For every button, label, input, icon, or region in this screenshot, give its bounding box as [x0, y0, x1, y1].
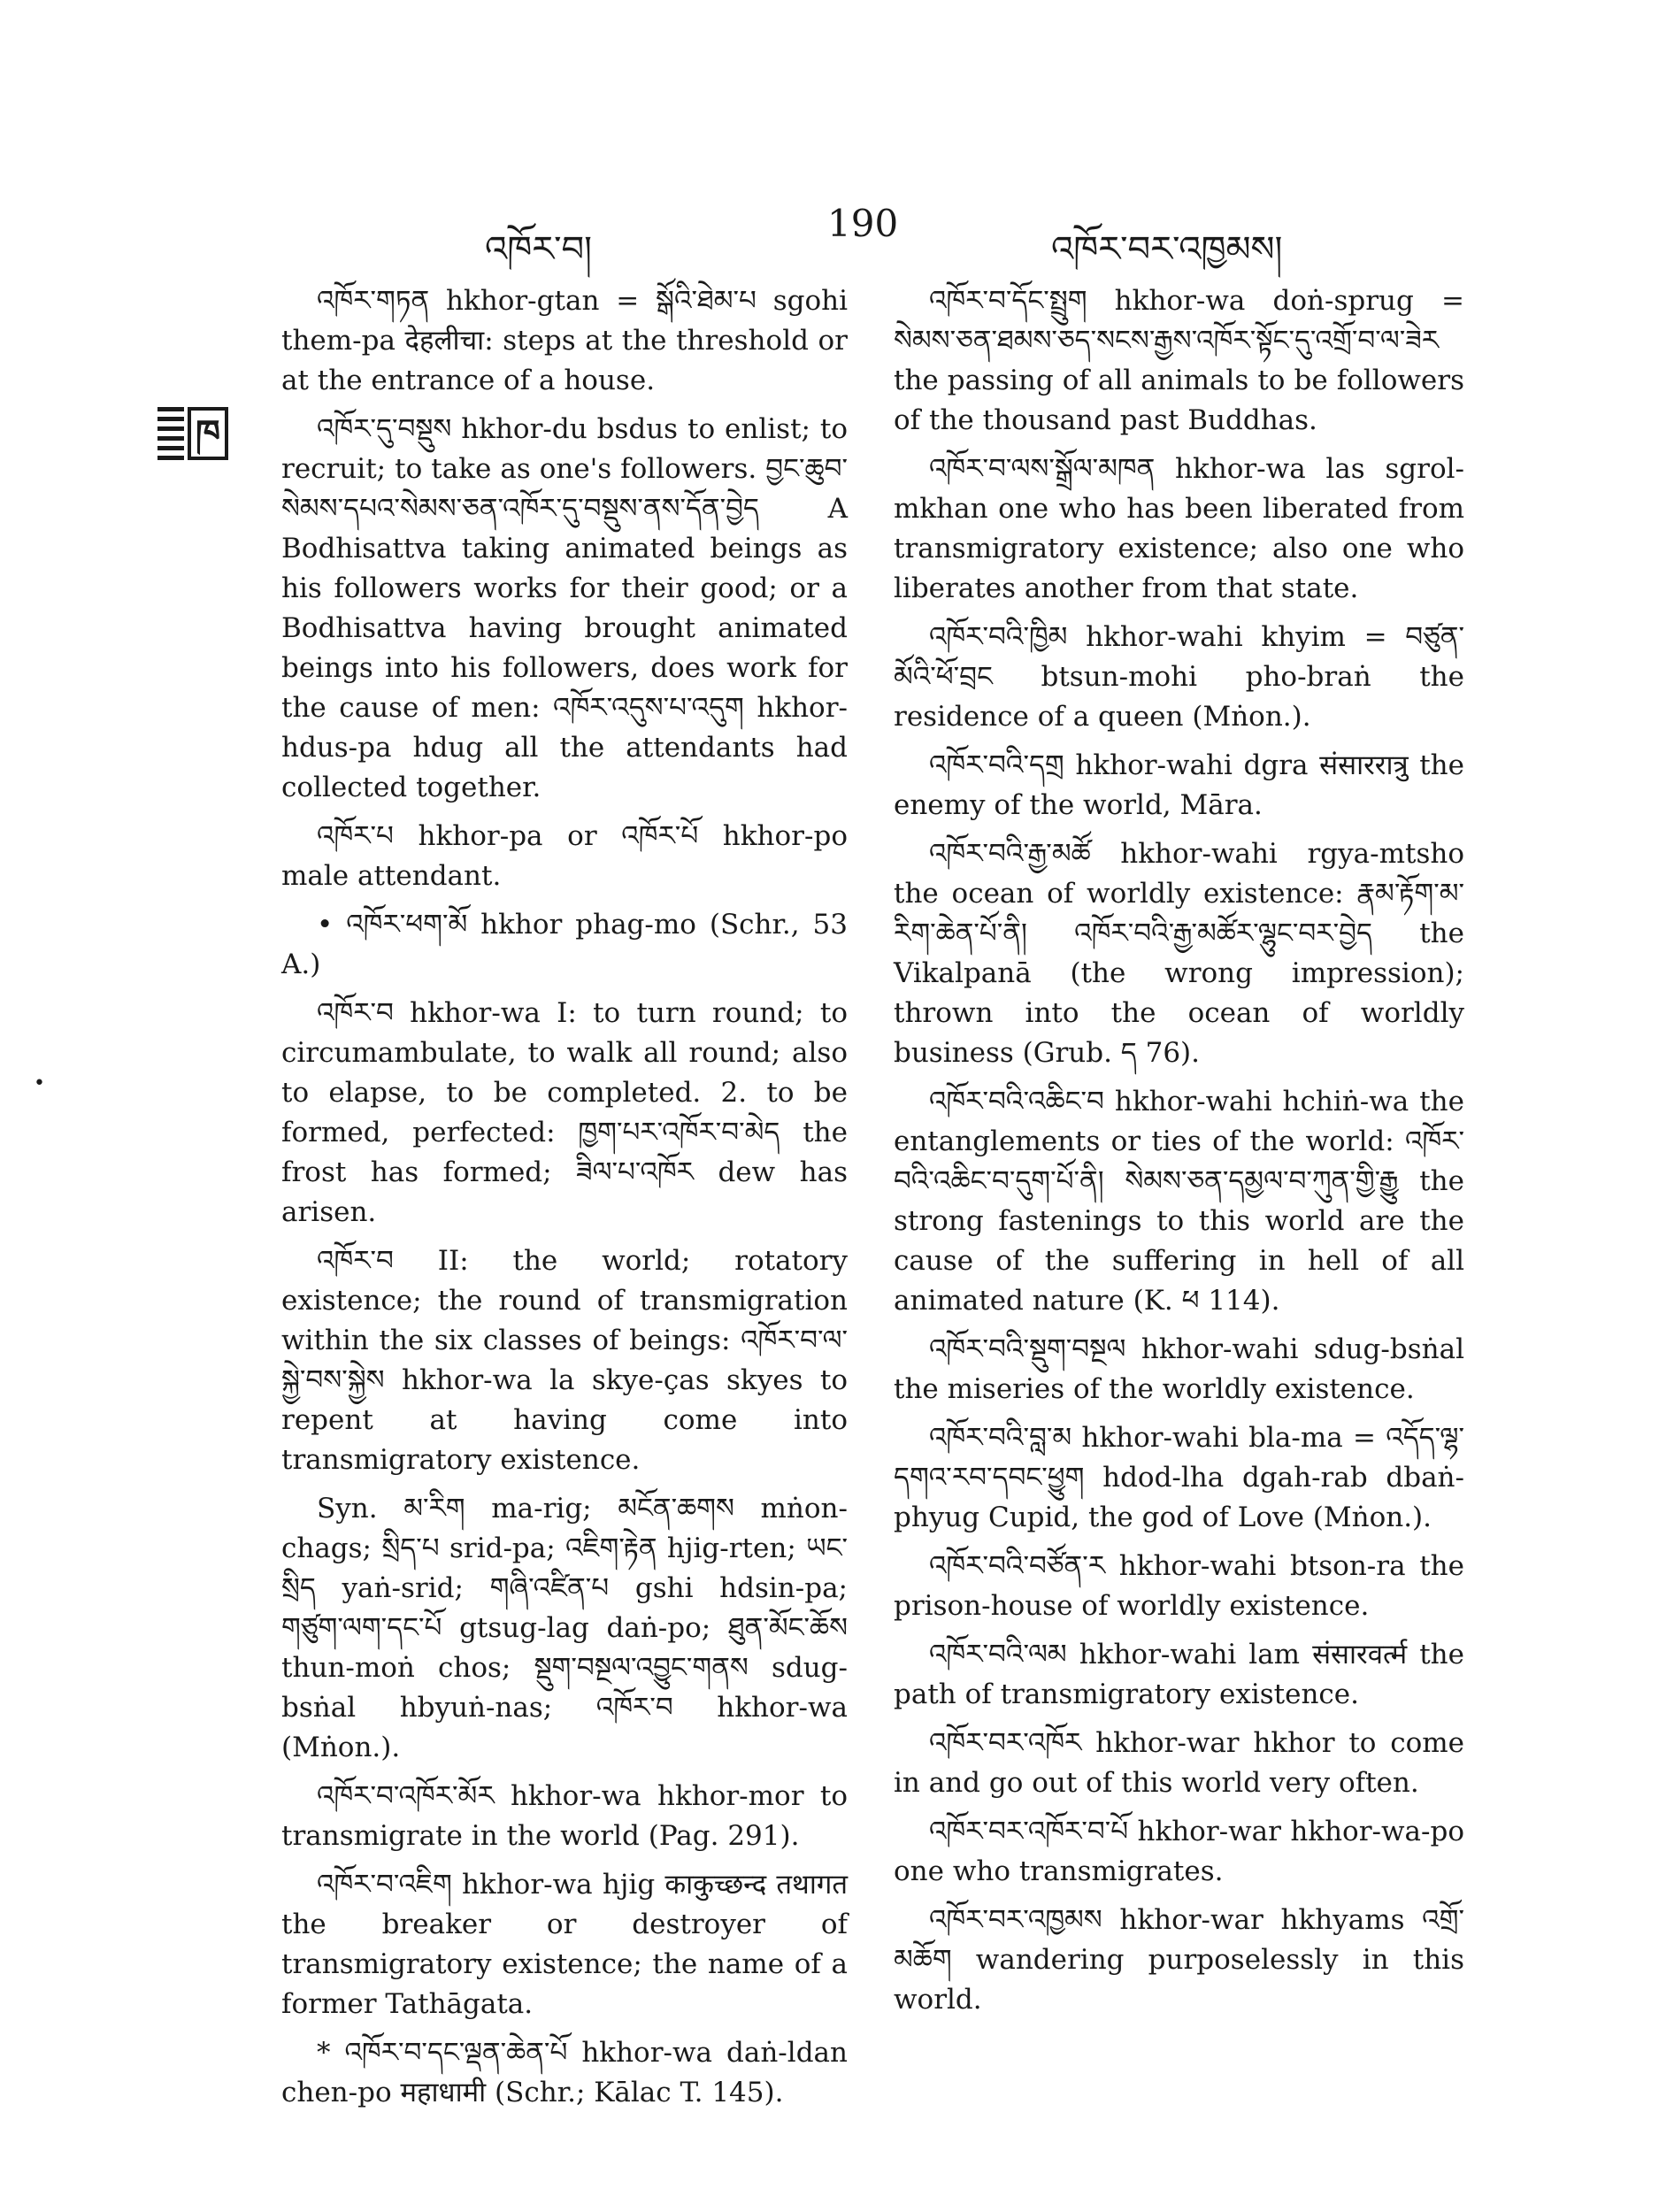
entry: འཁོར་བའི་རྒྱ་མཚོ hkhor-wahi rgya-mtsho the ocean of worldly existence: རྣམ་རྟོག་མ་རིག་ཆེན་པོ་ནི། འཁོར་བའི་རྒྱ་མཚོར་ལྷུང་བར་བྱེད the Vikalpanā (the wrong impression); thrown into the ocean of worldly business (Grub. ད 76). [894, 838, 1464, 1069]
entry: འཁོར་བར་འཁོར་བ་པོ hkhor-war hkhor-wa-po one who transmigrates. [894, 1816, 1464, 1887]
entry-headword: འཁོར་བ II: the world; rotatory existence; the round of transmigration within the six classes of beings: འཁོར་བ་ལ་སྐྱེ་བས་སྐྱེས hkhor-wa la skye-ças skyes to repent at having come into transmigratory existence. [281, 1245, 848, 1476]
entry-synonyms: Syn. མ་རིག ma-rig; མངོན་ཆགས mṅon-chags; སྲིད་པ srid-pa; འཇིག་རྟེན hjig-rten; ཡང་སྲིད yaṅ-srid; གཞི་འཛིན་པ gshi hdsin-pa; གཙུག་ལག་དང་པོ gtsug-lag daṅ-po; ཐུན་མོང་ཆོས thun-moṅ chos; སྡུག་བསྔལ་འབྱུང་གནས sdug-bsṅal hbyuṅ-nas; འཁོར་བ hkhor-wa (Mṅon.). [281, 1493, 848, 1763]
entry: • འཁོར་ཕག་མོ hkhor phag-mo (Schr., 53 A.) [281, 909, 848, 980]
entry: འཁོར་བ་འཁོར་མོར hkhor-wa hkhor-mor to transmigrate in the world (Pag. 291). [281, 1780, 848, 1852]
entry: འཁོར་བའི་ལམ hkhor-wahi lam संसारवर्त्म the path of transmigratory existence. [894, 1639, 1464, 1710]
left-column [281, 281, 848, 2122]
margin-mark: • [34, 1072, 45, 1094]
running-head-left: འཁོར་བ། [485, 229, 593, 270]
thumb-index-lines [157, 407, 184, 460]
page-header [265, 202, 1425, 270]
running-head-right: འཁོར་བར་འཁྱམས། [1051, 229, 1283, 270]
entry: འཁོར་བར་འཁྱམས hkhor-war hkhyams འགྲོ་མཆོག wandering purposelessly in this world. [894, 1904, 1464, 2016]
entry: འཁོར་གཏན hkhor-gtan = སྒོའི་ཐེམ་པ sgohi them-pa देहलीचा: steps at the threshold or at the entrance of a house. [281, 285, 848, 396]
entry: འཁོར་དུ་བསྡུས hkhor-du bsdus to enlist; to recruit; to take as one's followers. བྱང་ཆུབ་སེམས་དཔའ་སེམས་ཅན་འཁོར་དུ་བསྡུས་ནས་དོན་བྱེད A Bodhisattva taking animated beings as his followers works for their good; or a Bodhisattva having brought animated beings into his followers, does work for the cause of men: འཁོར་འདུས་པ་འདུག hkhor-hdus-pa hdug all the attendants had collected together. [281, 413, 848, 803]
entry: འཁོར་བའི་ཁྱིམ hkhor-wahi khyim = བཙུན་མོའི་ཕོ་བྲང btsun-mohi pho-braṅ the residence of a queen (Mṅon.). [894, 621, 1464, 733]
right-column [894, 281, 1464, 2029]
entry: འཁོར་བའི་བཙོན་ར hkhor-wahi btson-ra the prison-house of worldly existence. [894, 1550, 1464, 1622]
entry-headword: འཁོར་བ hkhor-wa I: to turn round; to circumambulate, to walk all round; also to elapse, to be completed. 2. to be formed, perfected: ཁྱག་པར་འཁོར་བ་མེད the frost has formed; ཟིལ་པ་འཁོར dew has arisen. [281, 997, 848, 1228]
entry: * འཁོར་བ་དང་ལྡན་ཆེན་པོ hkhor-wa daṅ-ldan chen-po महाधामी (Schr.; Kālac T. 145). [281, 2037, 848, 2108]
entry: འཁོར་བའི་འཆིང་བ hkhor-wahi hchiṅ-wa the entanglements or ties of the world: འཁོར་བའི་འཆིང་བ་དུག་པོ་ནི། སེམས་ཅན་དམྱལ་བ་ཀུན་གྱི་རྒྱུ the strong fastenings to this world are the cause of the suffering in hell of all animated nature (K. ཕ 114). [894, 1086, 1464, 1317]
entry: འཁོར་བ་ལས་སྒྲོལ་མཁན hkhor-wa las sgrol-mkhan one who has been liberated from transmigratory existence; also one who liberates another from that state. [894, 453, 1464, 604]
entry: འཁོར་བའི་སྡུག་བསྔལ hkhor-wahi sdug-bsṅal the miseries of the worldly existence. [894, 1333, 1464, 1405]
entry: འཁོར་བ་འཇིག hkhor-wa hjig काकुच्छन्द तथागत the breaker or destroyer of transmigratory existence; the name of a former Tathāgata. [281, 1869, 848, 2020]
page-number: 190 [827, 202, 899, 245]
entry: འཁོར་བའི་བླ་མ hkhor-wahi bla-ma = འདོད་ལྷ་དགའ་རབ་དབང་ཕྱུག hdod-lha dgah-rab dbaṅ-phyug Cupid, the god of Love (Mṅon.). [894, 1422, 1464, 1533]
entry: འཁོར་བར་འཁོར hkhor-war hkhor to come in and go out of this world very often. [894, 1727, 1464, 1799]
thumb-index-glyph: ཁ [188, 407, 228, 460]
entry: འཁོར་པ hkhor-pa or འཁོར་པོ hkhor-po male attendant. [281, 820, 848, 892]
thumb-index-tab [157, 403, 237, 464]
entry: འཁོར་བ་དོང་སྤྲུག hkhor-wa doṅ-sprug = སེམས་ཅན་ཐམས་ཅད་སངས་རྒྱས་འཁོར་སྟོང་དུ་འགྲོ་བ་ལ་ཟེར the passing of all animals to be followers of the thousand past Buddhas. [894, 285, 1464, 436]
entry: འཁོར་བའི་དགྲ hkhor-wahi dgra संसाररात्रु the enemy of the world, Māra. [894, 749, 1464, 821]
